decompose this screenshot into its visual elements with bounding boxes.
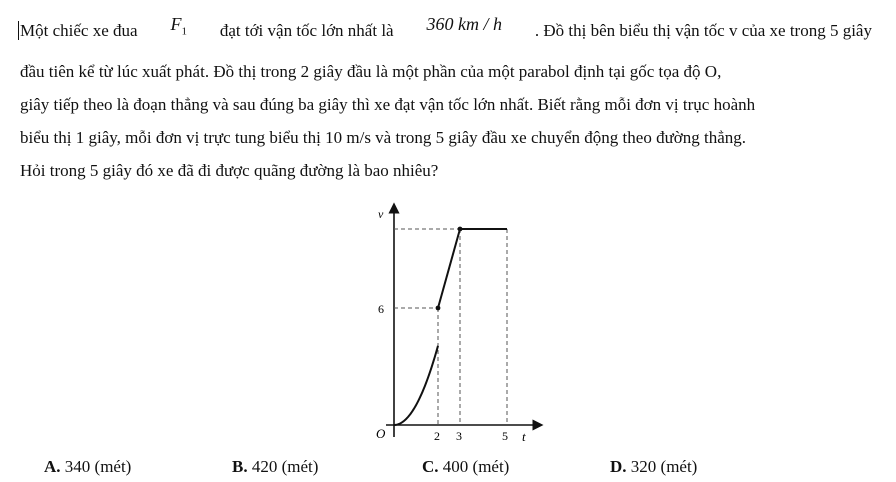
text-cursor [18,21,19,40]
problem-line-3 [20,88,872,121]
problem-text-2: đầu tiên kể từ lúc xuất phát. Đồ thị trong 2 giây đầu là một phần của một parabol định tại gốc tọa độ O, [20,61,722,81]
x-tick-3: 3 [456,429,462,443]
problem-text-4: biểu thị 1 giây, mỗi đơn vị trực tung biểu thị 10 m/s và trong 5 giây đầu xe chuyển động theo đường thẳng. [20,127,747,147]
x-tick-5: 5 [502,429,508,443]
problem-statement [20,14,872,187]
velocity-graph [368,200,548,450]
choice-d-letter: D. [610,457,627,476]
problem-line-1 [20,14,872,55]
choice-c[interactable] [422,457,509,477]
problem-line-4 [20,121,872,154]
choice-b[interactable] [232,457,318,477]
vehicle-subscript: 1 [181,25,187,38]
problem-text-1b: đạt tới vận tốc lớn nhất là [219,21,394,40]
guide-lines [394,229,507,425]
choice-b-letter: B. [232,457,248,476]
choice-d[interactable] [610,457,697,477]
choice-d-text: 320 (mét) [630,457,698,476]
point-t3 [458,227,463,232]
problem-text-3: giây tiếp theo là đoạn thẳng và sau đúng ba giây thì xe đạt vận tốc lớn nhất. Biết rằng mỗi đơn vị trục hoành [20,94,756,114]
y-tick-6: 6 [378,302,384,316]
problem-line-2 [20,55,872,88]
vehicle-letter: F [170,14,182,34]
x-axis-label: t [522,429,526,444]
choice-c-text: 400 (mét) [442,457,510,476]
problem-text-1a: Một chiếc xe đua [20,21,138,40]
choice-b-text: 420 (mét) [251,457,319,476]
problem-text-5: Hỏi trong 5 giây đó xe đã đi được quãng đường là bao nhiêu? [20,160,439,180]
choice-c-letter: C. [422,457,439,476]
choice-a-letter: A. [44,457,61,476]
choice-a-text: 340 (mét) [64,457,132,476]
max-speed: 360 km / h [426,14,502,34]
velocity-parabola-segment [394,346,438,425]
vehicle-symbol [170,8,187,49]
x-tick-2: 2 [434,429,440,443]
problem-text-1c: . Đồ thị bên biểu thị vận tốc v của xe trong 5 giây [534,21,872,40]
point-t2 [436,306,441,311]
problem-line-5 [20,154,872,187]
choice-a[interactable] [44,457,131,477]
velocity-linear-segment [438,229,460,308]
origin-label: O [376,426,386,441]
y-axis-label: v [378,207,384,221]
